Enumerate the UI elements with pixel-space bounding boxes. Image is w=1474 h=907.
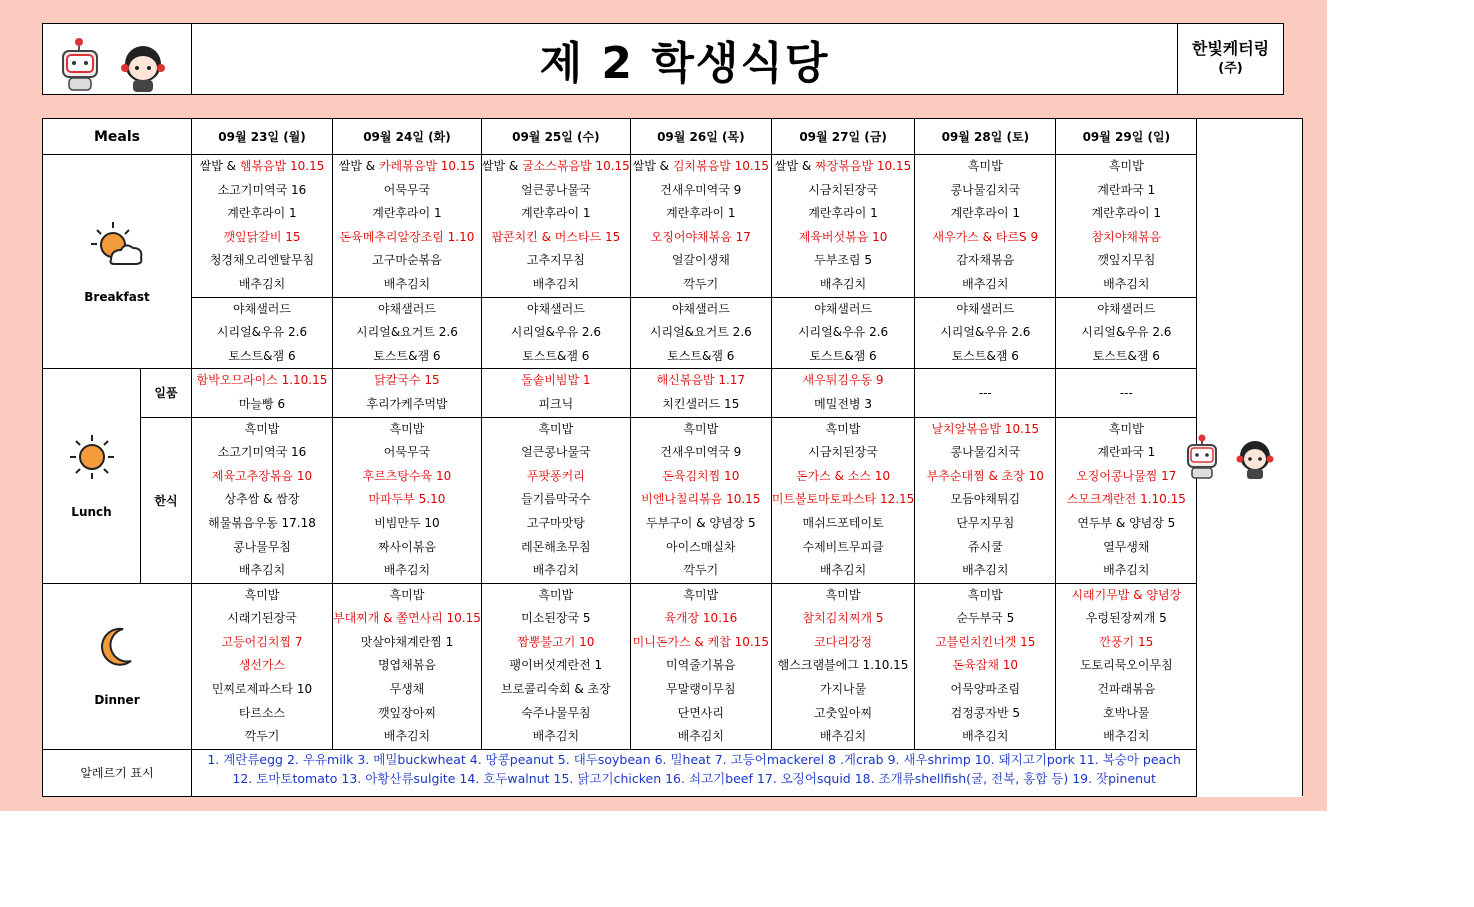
menu-item: 깍두기: [683, 276, 719, 291]
meals-header: Meals: [43, 119, 192, 155]
allergy-line: 12. 토마토tomato 13. 아황산류sulgite 14. 호두walnut 15. 닭고기chicken 16. 쇠고기beef 17. 오징어squid 18. 조개류shellfish(굴, 전복, 홍합 등) 19. 잣pinenut: [232, 770, 1156, 786]
lunch-sub-special: 일품: [141, 369, 192, 417]
menu-item: 배추김치: [819, 563, 867, 578]
menu-item: 계란후라이 1: [950, 206, 1021, 221]
menu-item: 흑미밥: [1108, 421, 1144, 436]
menu-item: 배추김치: [1103, 276, 1150, 291]
day-header: 09월 23일 (월): [192, 119, 333, 155]
menu-item: 코다리강정: [814, 634, 873, 649]
menu-item: 흑미밥: [538, 421, 574, 436]
menu-item: 무말랭이무침: [666, 682, 736, 697]
menu-item: 고구마맛탕: [526, 515, 585, 530]
allergy-line: 1. 계란류egg 2. 우유milk 3. 메밀buckwheat 4. 땅콩peanut 5. 대두soybean 6. 밀heat 7. 고등어mackerel 8 .게crab 9. 새우shrimp 10. 돼지고기pork 11. 복숭아 peach: [207, 751, 1181, 767]
dinner-day-cell: [481, 583, 630, 749]
menu-item: ---: [1119, 385, 1133, 400]
menu-item: 돈육메추리알장조림 1.10: [339, 229, 475, 244]
menu-item: 콩나물무침: [233, 539, 291, 554]
menu-item: 고등어김치찜 7: [221, 634, 303, 649]
menu-item: 해물볶음우동 17.18: [208, 515, 316, 530]
lunch-korean-cell: [771, 417, 915, 583]
breakfast-day-cell: [481, 155, 630, 369]
menu-item: 육개장 10.16: [664, 611, 738, 626]
lunch-special-cell: [481, 369, 630, 417]
menu-item: 두부구이 & 양념장 5: [646, 515, 756, 530]
menu-item: 계란후라이 1: [666, 206, 736, 221]
menu-item: 호박나물: [1103, 705, 1150, 720]
page-title: 제 2 학생식당: [539, 38, 830, 89]
menu-item: 고추지무침: [526, 253, 585, 268]
lunch-special-cell: [630, 369, 771, 417]
menu-item: 짬뽕불고기 10: [517, 634, 595, 649]
menu-item: 참치김치찌개 5: [802, 611, 884, 626]
dinner-day-cell: [630, 583, 771, 749]
menu-item: 함박오므라이스 1.10.15: [196, 373, 328, 388]
menu-item: 배추김치: [819, 729, 867, 744]
menu-item: 아이스매실차: [666, 539, 736, 554]
breakfast-day-cell: [1056, 155, 1197, 369]
menu-item: 참치야채볶음: [1091, 229, 1162, 244]
menu-item: 순두부국 5: [956, 611, 1015, 626]
menu-item: 팽이버섯계란전 1: [509, 658, 603, 673]
breakfast-day-cell: [771, 155, 915, 369]
menu-item: 토스트&잼 6: [951, 348, 1019, 363]
menu-item: 돈육김치찜 10: [662, 468, 740, 483]
menu-item: 흑미밥: [244, 587, 280, 602]
menu-item: 흑미밥: [825, 587, 861, 602]
menu-item: 어묵무국: [383, 445, 431, 460]
menu-item: 쌀밥 & 짜장볶음밥 10.15: [774, 159, 912, 173]
menu-item: 고구마순볶음: [372, 253, 442, 268]
lunch-korean-cell: [915, 417, 1056, 583]
menu-item: 어묵무국: [383, 182, 431, 197]
menu-item: 숙주나물무침: [521, 705, 591, 720]
day-header: 09월 26일 (목): [630, 119, 771, 155]
menu-item: 야채샐러드: [1056, 297, 1196, 322]
menu-item: 들기름막국수: [521, 492, 591, 507]
menu-item: 배추김치: [819, 276, 867, 291]
menu-item: 푸팟퐁커리: [526, 468, 585, 483]
menu-item: 계란후라이 1: [372, 206, 442, 221]
menu-item: 생선가스: [238, 658, 286, 673]
lunch-korean-cell: [333, 417, 482, 583]
menu-item: 부대찌개 & 쫄면사리 10.15: [333, 611, 481, 626]
dinner-day-cell: [915, 583, 1056, 749]
menu-item: 깻잎지무침: [1097, 253, 1156, 268]
menu-item: 야채샐러드: [192, 297, 332, 322]
menu-item: 야채샐러드: [333, 297, 481, 322]
menu-item: 후르츠탕수육 10: [362, 468, 452, 483]
menu-item: 배추김치: [962, 729, 1009, 744]
company-name: [1177, 24, 1283, 94]
robot-mascot-icon: [1180, 430, 1284, 490]
menu-item: 계란후라이 1: [227, 206, 297, 221]
lunch-special-row: [43, 369, 1303, 417]
menu-item: 제육고추장볶음 10: [211, 468, 313, 483]
company-name-line2: (주): [1218, 61, 1243, 76]
menu-item: 명엽채볶음: [377, 658, 436, 673]
menu-item: 쌀밥 & 햄볶음밥 10.15: [199, 159, 325, 173]
menu-item: 오징어콩나물찜 17: [1076, 468, 1177, 483]
menu-item: 청경채오리엔탈무침: [209, 253, 315, 268]
menu-item: 두부조림 5: [814, 253, 872, 268]
menu-item: 야채샐러드: [482, 297, 630, 322]
lunch-korean-cell: [1056, 417, 1197, 583]
menu-item: 쌀밥 & 카레볶음밥 10.15: [338, 159, 476, 173]
lunch-special-cell: [915, 369, 1056, 417]
menu-item: 흑미밥: [683, 421, 719, 436]
lunch-label: Lunch: [71, 505, 112, 520]
menu-item: 시래기된장국: [227, 611, 297, 626]
menu-item: 팝콘치킨 & 머스타드 15: [491, 229, 621, 244]
menu-item: 타르소스: [238, 705, 286, 720]
menu-item: 스모크계란전 1.10.15: [1066, 492, 1186, 507]
menu-item: 콩나물김치국: [950, 445, 1021, 460]
menu-item: 고블린치킨너겟 15: [935, 634, 1036, 649]
menu-item: 시금치된장국: [808, 182, 878, 197]
menu-item: 깻잎닭갈비 15: [223, 229, 301, 244]
menu-item: 야채샐러드: [631, 297, 771, 322]
menu-item: 새우가스 & 타르S 9: [932, 229, 1039, 244]
menu-item: 흑미밥: [683, 587, 719, 602]
menu-item: 모듬야채튀김: [950, 492, 1021, 507]
menu-item: 미트볼토마토파스타 12.15: [771, 492, 915, 507]
menu-item: 흑미밥: [389, 421, 425, 436]
menu-item: 후리가케주먹밥: [366, 396, 448, 411]
menu-table: [42, 118, 1303, 797]
menu-item: 부추순대찜 & 초장 10: [926, 468, 1044, 483]
menu-item: 배추김치: [532, 729, 580, 744]
lunch-special-cell: [771, 369, 915, 417]
breakfast-day-cell: [333, 155, 482, 369]
menu-item: 흑미밥: [244, 421, 280, 436]
menu-item: 도토리묵오이무침: [1079, 658, 1173, 673]
menu-item: 배추김치: [677, 729, 724, 744]
dinner-row: [43, 583, 1303, 749]
menu-item: 가지나물: [819, 682, 867, 697]
lunch-sub-korean: 한식: [141, 417, 192, 583]
menu-item: 시리얼&우유 2.6: [1081, 325, 1172, 340]
menu-item: 비빔만두 10: [374, 515, 440, 530]
menu-item: 시리얼&요거트 2.6: [356, 325, 458, 340]
menu-item: 햄스크램블에그 1.10.15: [777, 658, 909, 673]
menu-item: 얼큰콩나물국: [521, 445, 591, 460]
menu-item: 계란파국 1: [1097, 182, 1156, 197]
dinner-day-cell: [771, 583, 915, 749]
menu-item: 단무지무침: [956, 515, 1015, 530]
company-name-line1: 한빛케터링: [1191, 39, 1270, 58]
dinner-day-cell: [192, 583, 333, 749]
lunch-special-cell: [1056, 369, 1197, 417]
breakfast-row: [43, 155, 1303, 369]
menu-item: 배추김치: [383, 729, 431, 744]
menu-item: 야채샐러드: [915, 297, 1055, 322]
menu-item: 토스트&잼 6: [809, 348, 877, 363]
menu-item: 쥬시쿨: [967, 539, 1003, 554]
menu-item: 흑미밥: [967, 159, 1003, 173]
menu-item: 브로콜리숙회 & 초장: [500, 682, 611, 697]
menu-item: 짜사이볶음: [377, 539, 436, 554]
menu-item: 검정콩자반 5: [950, 705, 1021, 720]
menu-item: 흑미밥: [967, 587, 1003, 602]
menu-item: 해신볶음밥 1.17: [656, 373, 746, 388]
menu-item: 배추김치: [962, 563, 1009, 578]
menu-item: 얼갈이생채: [671, 253, 730, 268]
menu-item: 건새우미역국 9: [660, 182, 742, 197]
menu-item: 치킨샐러드 15: [662, 396, 740, 411]
menu-item: 배추김치: [1103, 729, 1150, 744]
menu-item: 레몬해초무침: [521, 539, 591, 554]
menu-item: 단면사리: [677, 705, 724, 720]
menu-item: 배추김치: [1103, 563, 1150, 578]
day-header: 09월 27일 (금): [771, 119, 915, 155]
menu-item: 배추김치: [383, 276, 431, 291]
menu-item: 얼큰콩나물국: [521, 182, 591, 197]
menu-item: 미니돈가스 & 케찹 10.15: [632, 634, 769, 649]
menu-item: 흑미밥: [1108, 159, 1144, 173]
breakfast-label-cell: [43, 155, 192, 369]
header: [42, 23, 1284, 95]
menu-item: 토스트&잼 6: [373, 348, 441, 363]
menu-item: 연두부 & 양념장 5: [1077, 515, 1176, 530]
menu-item: 깍두기: [244, 729, 280, 744]
menu-item: 배추김치: [532, 563, 580, 578]
menu-item: 메밀전병 3: [814, 396, 872, 411]
menu-item: 흑미밥: [389, 587, 425, 602]
menu-item: 토스트&잼 6: [667, 348, 735, 363]
dinner-day-cell: [1056, 583, 1197, 749]
menu-item: 매쉬드포테이토: [802, 515, 884, 530]
menu-item: ---: [978, 385, 992, 400]
menu-item: 시리얼&요거트 2.6: [649, 325, 752, 340]
robot-mascot-icon: [43, 24, 192, 94]
menu-item: 시리얼&우유 2.6: [940, 325, 1031, 340]
menu-item: 계란후라이 1: [521, 206, 591, 221]
menu-item: 돌솥비빔밥 1: [521, 373, 591, 388]
menu-item: 감자채볶음: [956, 253, 1015, 268]
day-header: 09월 28일 (토): [915, 119, 1056, 155]
menu-item: 고춧잎아찌: [814, 705, 873, 720]
menu-item: 토스트&잼 6: [522, 348, 590, 363]
mascot-logo: [43, 24, 192, 94]
menu-item: 수제비트무피클: [802, 539, 884, 554]
menu-item: 소고기미역국 16: [217, 182, 307, 197]
menu-item: 무생채: [389, 682, 425, 697]
menu-item: 배추김치: [238, 276, 286, 291]
breakfast-day-cell: [630, 155, 771, 369]
menu-item: 시리얼&우유 2.6: [797, 325, 889, 340]
lunch-korean-cell: [630, 417, 771, 583]
menu-item: 제육버섯볶음 10: [798, 229, 888, 244]
menu-item: 계란파국 1: [1097, 445, 1156, 460]
menu-item: 배추김치: [238, 563, 286, 578]
menu-item: 깐풍기 15: [1099, 634, 1154, 649]
crescent-moon-icon: [97, 625, 137, 669]
menu-item: 야채샐러드: [772, 297, 915, 322]
sunrise-cloud-icon: [89, 220, 145, 268]
menu-item: 마늘빵 6: [238, 396, 286, 411]
menu-item: 소고기미역국 16: [217, 445, 307, 460]
breakfast-label: Breakfast: [84, 289, 150, 304]
lunch-korean-cell: [192, 417, 333, 583]
breakfast-day-cell: [915, 155, 1056, 369]
menu-item: 비엔나칠리볶음 10.15: [641, 492, 761, 507]
menu-item: 건파래볶음: [1097, 682, 1156, 697]
menu-item: 미역줄기볶음: [666, 658, 736, 673]
menu-item: 돈육잡채 10: [952, 658, 1019, 673]
menu-item: 배추김치: [962, 276, 1009, 291]
dinner-label-cell: [43, 583, 192, 749]
lunch-special-cell: [192, 369, 333, 417]
menu-item: 시리얼&우유 2.6: [510, 325, 601, 340]
sun-icon: [68, 433, 116, 481]
menu-item: 미소된장국 5: [521, 611, 591, 626]
menu-item: 상추쌈 & 쌈장: [224, 492, 300, 507]
lunch-label-cell: [43, 369, 141, 583]
menu-item: 민찌로제파스타 10: [211, 682, 313, 697]
menu-item: 피크닉: [538, 396, 574, 411]
dinner-label: Dinner: [94, 693, 140, 708]
menu-item: 흑미밥: [538, 587, 574, 602]
day-header: 09월 25일 (수): [481, 119, 630, 155]
menu-item: 우렁된장찌개 5: [1085, 611, 1167, 626]
menu-item: 건새우미역국 9: [660, 445, 742, 460]
menu-item: 토스트&잼 6: [228, 348, 296, 363]
dinner-day-cell: [333, 583, 482, 749]
menu-item: 열무생채: [1103, 539, 1150, 554]
menu-item: 콩나물김치국: [950, 182, 1021, 197]
menu-item: 계란후라이 1: [808, 206, 878, 221]
menu-item: 쌀밥 & 김치볶음밥 10.15: [632, 159, 769, 173]
lunch-korean-cell: [481, 417, 630, 583]
menu-item: 쌀밥 & 굴소스볶음밥 10.15: [481, 159, 630, 173]
menu-item: 토스트&잼 6: [1092, 348, 1160, 363]
menu-item: 마파두부 5.10: [368, 492, 446, 507]
allergy-label: 알레르기 표시: [43, 749, 192, 796]
menu-item: 시금치된장국: [808, 445, 878, 460]
header-row: [43, 119, 1303, 155]
menu-item: 시리얼&우유 2.6: [216, 325, 308, 340]
lunch-korean-row: [43, 417, 1303, 583]
breakfast-day-cell: [192, 155, 333, 369]
menu-item: 깻잎장아찌: [377, 705, 436, 720]
side-mascots: [1180, 430, 1284, 490]
menu-item: 날치알볶음밥 10.15: [931, 421, 1040, 436]
menu-item: 흑미밥: [825, 421, 861, 436]
menu-item: 돈가스 & 소스 10: [796, 468, 891, 483]
allergy-info-cell: [192, 749, 1197, 796]
allergy-row: [43, 749, 1303, 796]
menu-item: 배추김치: [532, 276, 580, 291]
menu-item: 깍두기: [683, 563, 719, 578]
menu-item: 어묵양파조림: [950, 682, 1021, 697]
menu-item: 새우튀김우동 9: [802, 373, 884, 388]
menu-item: 계란후라이 1: [1091, 206, 1162, 221]
day-header: 09월 24일 (화): [333, 119, 482, 155]
lunch-special-cell: [333, 369, 482, 417]
day-header: 09월 29일 (일): [1056, 119, 1197, 155]
menu-item: 오징어야채볶음 17: [650, 229, 751, 244]
menu-item: 시래기무밥 & 양념장: [1071, 587, 1182, 602]
menu-item: 닭칼국수 15: [374, 373, 440, 388]
menu-item: 맛살야채계란찜 1: [360, 634, 454, 649]
menu-item: 배추김치: [383, 563, 431, 578]
